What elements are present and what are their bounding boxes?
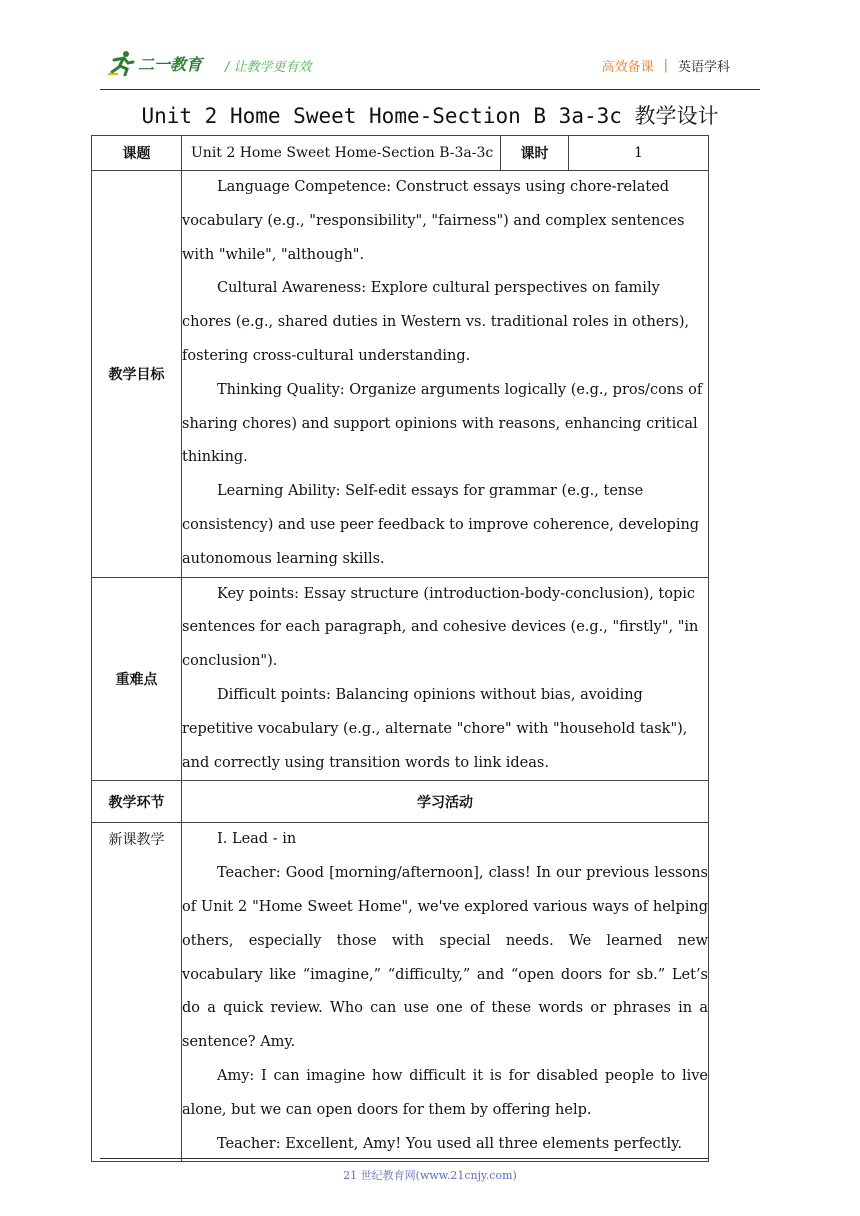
brand-slogan: / 让教学更有效	[225, 60, 312, 75]
new-lesson-label: 新课教学	[92, 823, 182, 1162]
objective-learning: Learning Ability: Self-edit essays for grammar (e.g., tense consistency) and use peer feedback to improve coherence, developing autonomous learning skills.	[182, 483, 700, 567]
course-label: 高效备课	[601, 60, 654, 75]
period-label: 课时	[501, 136, 569, 171]
header-separator: |	[663, 58, 668, 73]
page-header	[100, 44, 760, 90]
difficult-points-text: Difficult points: Balancing opinions without bias, avoiding repetitive vocabulary (e.g., alternate "chore" with "household task"), and correctly using transition words to link ideas.	[182, 686, 688, 771]
period-value: 1	[569, 136, 709, 171]
subject-label: 英语学科	[677, 60, 730, 75]
objectives-label: 教学目标	[92, 171, 182, 578]
new-lesson-row	[92, 823, 709, 1162]
objective-language: Language Competence: Construct essays using chore-related vocabulary (e.g., "responsibility", "fairness") and complex sentences with "while", "although".	[182, 179, 685, 263]
lesson-teacher-intro: Teacher: Good [morning/afternoon], class! In our previous lessons of Unit 2 "Home Sweet Home", we've explored various ways of helping others, especially those with special needs. We learned new vocabulary like “imagine,” “difficulty,” and “open doors for sb.” Let’s do a quick review. Who can use one of these words or phrases in a sentence? Amy.	[182, 865, 708, 1051]
lesson-amy-answer: Amy: I can imagine how difficult it is for disabled people to live alone, but we can open doors for them by offering help.	[182, 1067, 708, 1118]
key-points-text: Key points: Essay structure (introduction-body-conclusion), topic sentences for each paragraph, and cohesive devices (e.g., "firstly", "in conclusion").	[182, 585, 699, 670]
objective-culture: Cultural Awareness: Explore cultural perspectives on family chores (e.g., shared duties in Western vs. traditional roles in others), fostering cross-cultural understanding.	[182, 280, 690, 364]
objectives-content	[182, 171, 709, 578]
stage-header-row	[92, 781, 709, 823]
stage-label: 教学环节	[92, 781, 182, 823]
lesson-plan-table	[91, 135, 709, 1162]
keypoints-row	[92, 577, 709, 781]
objectives-row	[92, 171, 709, 578]
topic-value: Unit 2 Home Sweet Home-Section B-3a-3c	[182, 136, 501, 171]
topic-row	[92, 136, 709, 171]
footer-divider	[100, 1158, 708, 1159]
brand-name: 二一教育	[138, 54, 203, 74]
keypoints-label: 重难点	[92, 577, 182, 781]
lesson-lead-in-heading: I. Lead - in	[217, 831, 297, 848]
objective-thinking: Thinking Quality: Organize arguments logically (e.g., pros/cons of sharing chores) and support opinions with reasons, enhancing critical thinking.	[182, 381, 703, 466]
runner-logo-icon	[106, 50, 136, 76]
document-title: Unit 2 Home Sweet Home-Section B 3a-3c 教学设计	[141, 104, 719, 128]
activity-label: 学习活动	[182, 781, 709, 823]
brand-logo	[106, 50, 202, 76]
keypoints-content	[182, 577, 709, 781]
header-divider	[100, 89, 760, 90]
page-footer: 21 世纪教育网(www.21cnjy.com)	[343, 1169, 517, 1182]
topic-label: 课题	[92, 136, 182, 171]
lesson-content	[182, 823, 709, 1162]
lesson-teacher-feedback: Teacher: Excellent, Amy! You used all three elements perfectly.	[217, 1135, 682, 1152]
